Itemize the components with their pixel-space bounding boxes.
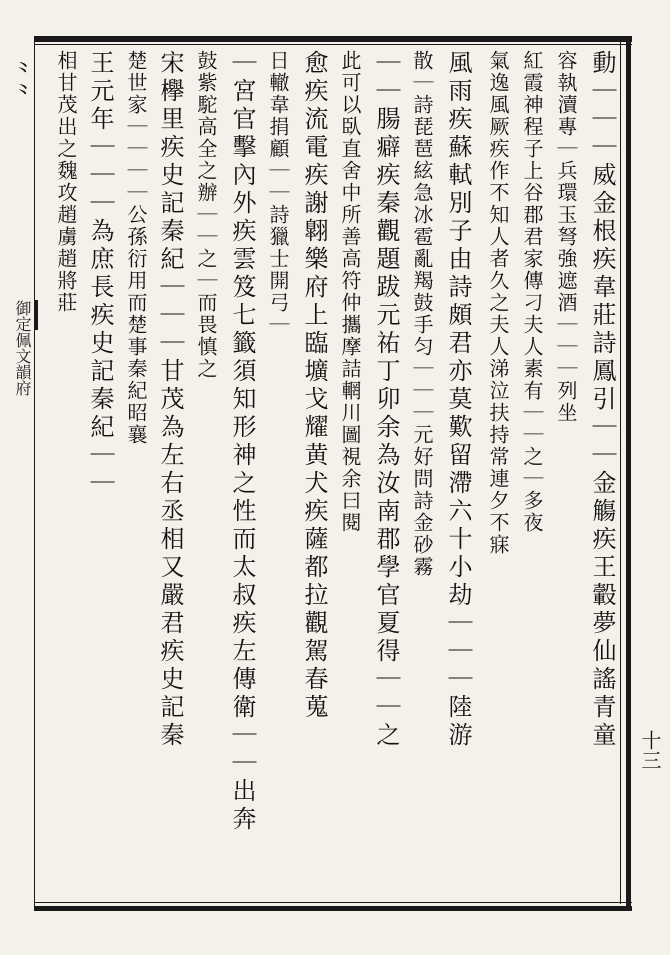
text-column-3: 紅霞神程子上谷郡君家傳刁夫人素有｜｜之｜多夜 xyxy=(520,50,544,534)
frame-left-border xyxy=(34,36,35,911)
frame-right-border xyxy=(626,36,631,911)
text-column-11: ｜宮官擊內外疾雲笈七籤須知形神之性而太叔疾左傳衛｜｜出奔 xyxy=(228,50,256,834)
margin-title: 御定佩文韻府 xyxy=(13,300,32,396)
text-column-16: 相甘茂出之魏攻趙虜趙將莊 xyxy=(54,50,78,314)
text-column-15: 王元年｜｜｜為庶長疾史記秦紀｜｜ xyxy=(86,50,114,498)
text-column-6: 散｜詩琵琶絃急冰雹亂羯鼓手匀｜｜｜元好問詩金砂霧 xyxy=(410,50,434,578)
page-number: 十三 xyxy=(638,730,662,770)
frame-bottom-border xyxy=(34,906,632,911)
text-column-12: 鼓紫駝高全之辦｜｜之｜而畏慎之 xyxy=(194,50,218,380)
frame-top-inner-border xyxy=(34,44,632,45)
text-column-13: 宋欅里疾史記秦紀｜｜｜甘茂為左右丞相又嚴君疾史記秦 xyxy=(156,50,184,750)
text-column-5: 風雨疾蘇軾別子由詩頗君亦莫歎留滯六十小劫｜｜｜陸游 xyxy=(444,50,472,750)
text-column-10: 日轍韋捐顧｜｜詩獵士開弓｜ xyxy=(266,50,290,336)
text-column-9: 愈疾流電疾謝翺樂府上臨壙戈耀黄犬疾薩都拉觀駕春蒐 xyxy=(300,50,328,722)
text-column-8: 此可以臥直舍中所善高符仲攜摩詰輞川圖視余曰閱 xyxy=(338,50,362,534)
frame-bottom-inner-border xyxy=(34,902,632,903)
text-column-7: ｜｜腸癖疾秦觀題跋元祐丁卯余為汝南郡學官夏得｜｜之 xyxy=(372,50,400,750)
text-column-2: 容執瀆專｜兵環玉弩強遮酒｜｜｜列坐 xyxy=(554,50,578,424)
frame-top-border xyxy=(34,36,632,42)
text-column-14: 楚世家｜｜｜｜公孫衍用而楚事秦紀昭襄 xyxy=(124,50,148,446)
text-column-4: 氣逸風厥疾作不知人者久之夫人涕泣扶持常連夕不寐 xyxy=(486,50,510,556)
left-margin-marks: ⺀⺀ xyxy=(9,60,34,104)
fish-tail-mark xyxy=(34,300,38,330)
frame-right-inner-border xyxy=(620,42,621,904)
text-column-1: 動｜｜｜威金根疾韋莊詩鳳引｜｜金觴疾王轂夢仙謠青童 xyxy=(588,50,616,750)
